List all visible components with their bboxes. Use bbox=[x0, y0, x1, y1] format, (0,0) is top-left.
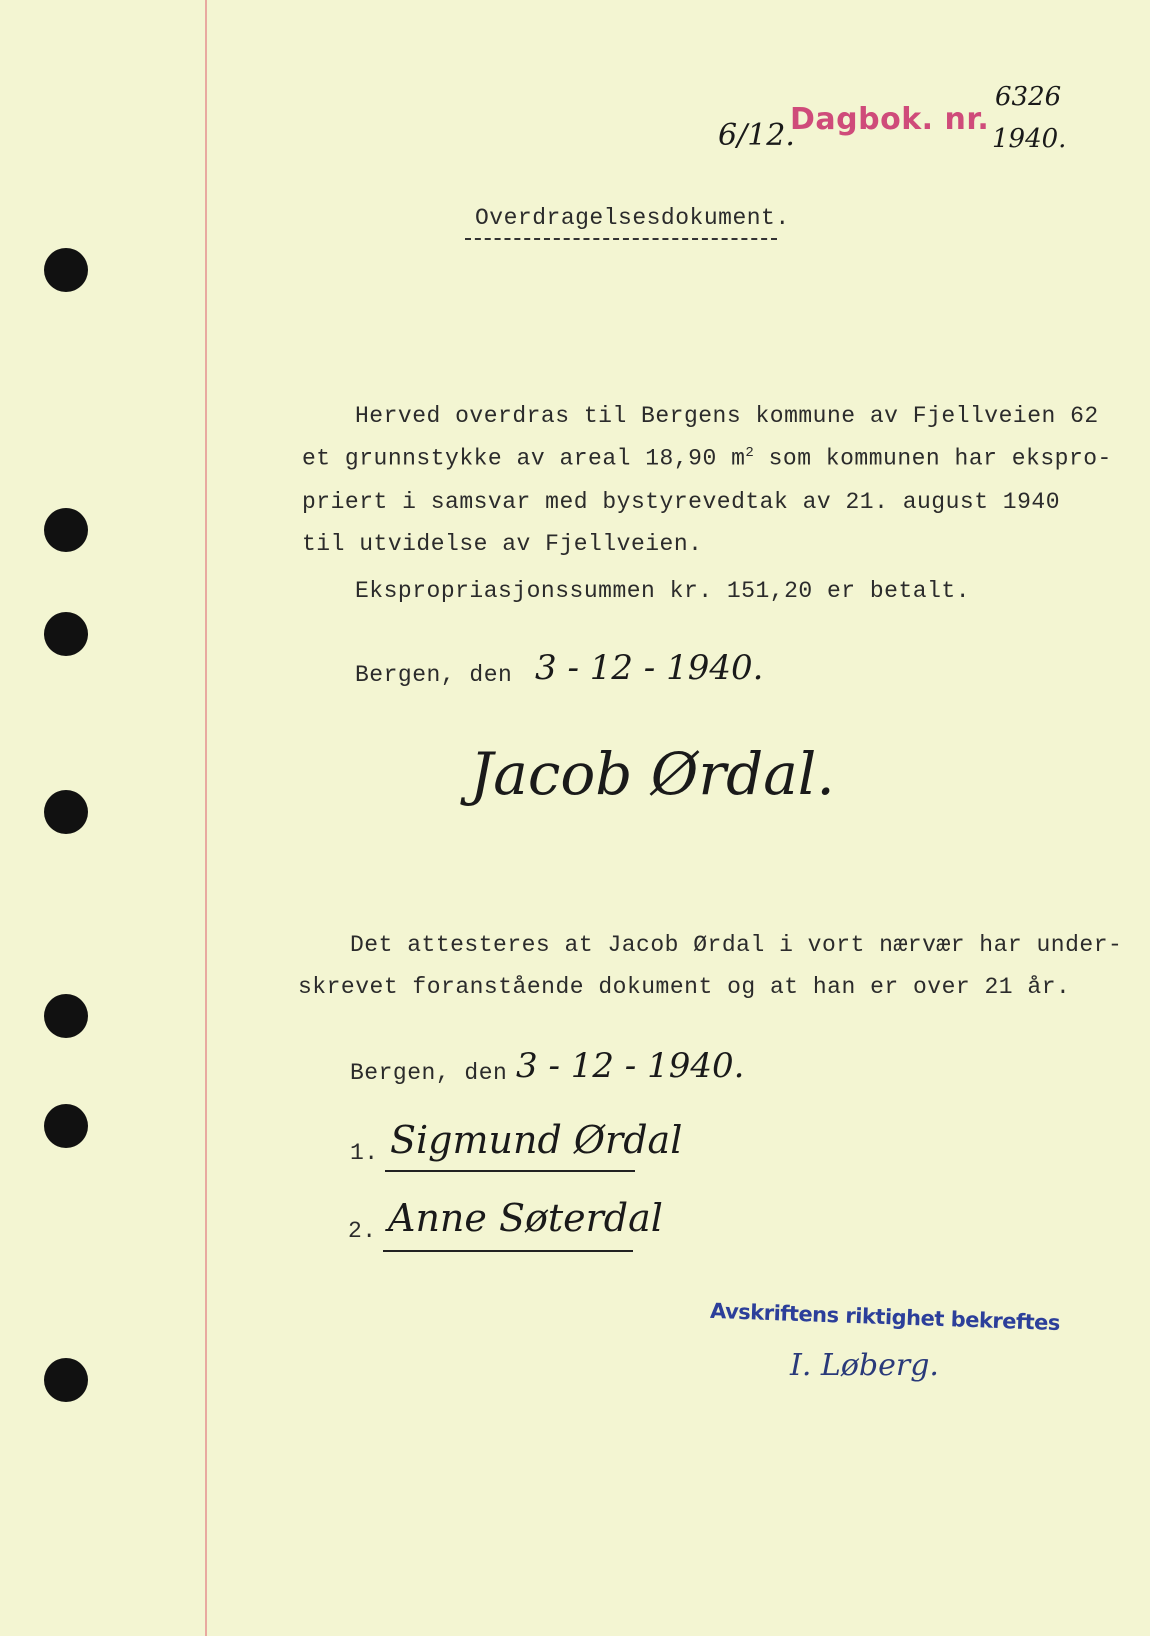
title-underline bbox=[465, 238, 777, 240]
superscript-2: 2 bbox=[745, 445, 755, 461]
dagbok-stamp: Dagbok. nr. bbox=[790, 102, 990, 137]
punch-hole bbox=[44, 248, 88, 292]
witness-1-signature: Sigmund Ørdal bbox=[390, 1118, 683, 1162]
para1-line3: priert i samsvar med bystyrevedtak av 21. august 1940 bbox=[302, 489, 1061, 515]
copy-confirmation-stamp: Avskriftens riktighet bekreftes bbox=[709, 1298, 1061, 1336]
dagbok-year: 1940. bbox=[992, 124, 1067, 154]
header-date: 6/12. bbox=[718, 118, 795, 153]
witness-2-signature: Anne Søterdal bbox=[388, 1196, 663, 1240]
para1-line4: til utvidelse av Fjellveien. bbox=[302, 531, 703, 557]
margin-line bbox=[205, 0, 207, 1636]
witness-2-line bbox=[383, 1250, 633, 1252]
punch-hole bbox=[44, 994, 88, 1038]
place-date-label-2: Bergen, den bbox=[350, 1060, 508, 1086]
dagbok-number: 6326 bbox=[995, 82, 1062, 112]
document-title: Overdragelsesdokument. bbox=[475, 205, 790, 231]
witness-1-line bbox=[385, 1170, 635, 1172]
witness-1-number: 1. bbox=[350, 1140, 379, 1166]
para1-line2: et grunnstykke av areal 18,90 $m^2$ som kommunen har ekspro- bbox=[302, 445, 1112, 472]
punch-hole bbox=[44, 508, 88, 552]
place-date-label: Bergen, den bbox=[355, 662, 513, 688]
para2: Ekspropriasjonssummen kr. 151,20 er betalt. bbox=[355, 578, 970, 604]
punch-hole bbox=[44, 612, 88, 656]
attest-line1: Det attesteres at Jacob Ørdal i vort nærvær har under- bbox=[350, 932, 1123, 958]
attest-line2: skrevet foranstående dokument og at han er over 21 år. bbox=[298, 974, 1071, 1000]
punch-hole bbox=[44, 1104, 88, 1148]
date-handwritten-2: 3 - 12 - 1940. bbox=[516, 1046, 745, 1086]
punch-hole bbox=[44, 790, 88, 834]
signature-jacob-ordal: Jacob Ørdal. bbox=[470, 740, 835, 808]
punch-hole bbox=[44, 1358, 88, 1402]
date-handwritten-1: 3 - 12 - 1940. bbox=[535, 648, 764, 688]
stamp-signature: I. Løberg. bbox=[790, 1348, 939, 1383]
witness-2-number: 2. bbox=[348, 1218, 377, 1244]
para1-line1: Herved overdras til Bergens kommune av Fjellveien 62 bbox=[355, 403, 1099, 429]
